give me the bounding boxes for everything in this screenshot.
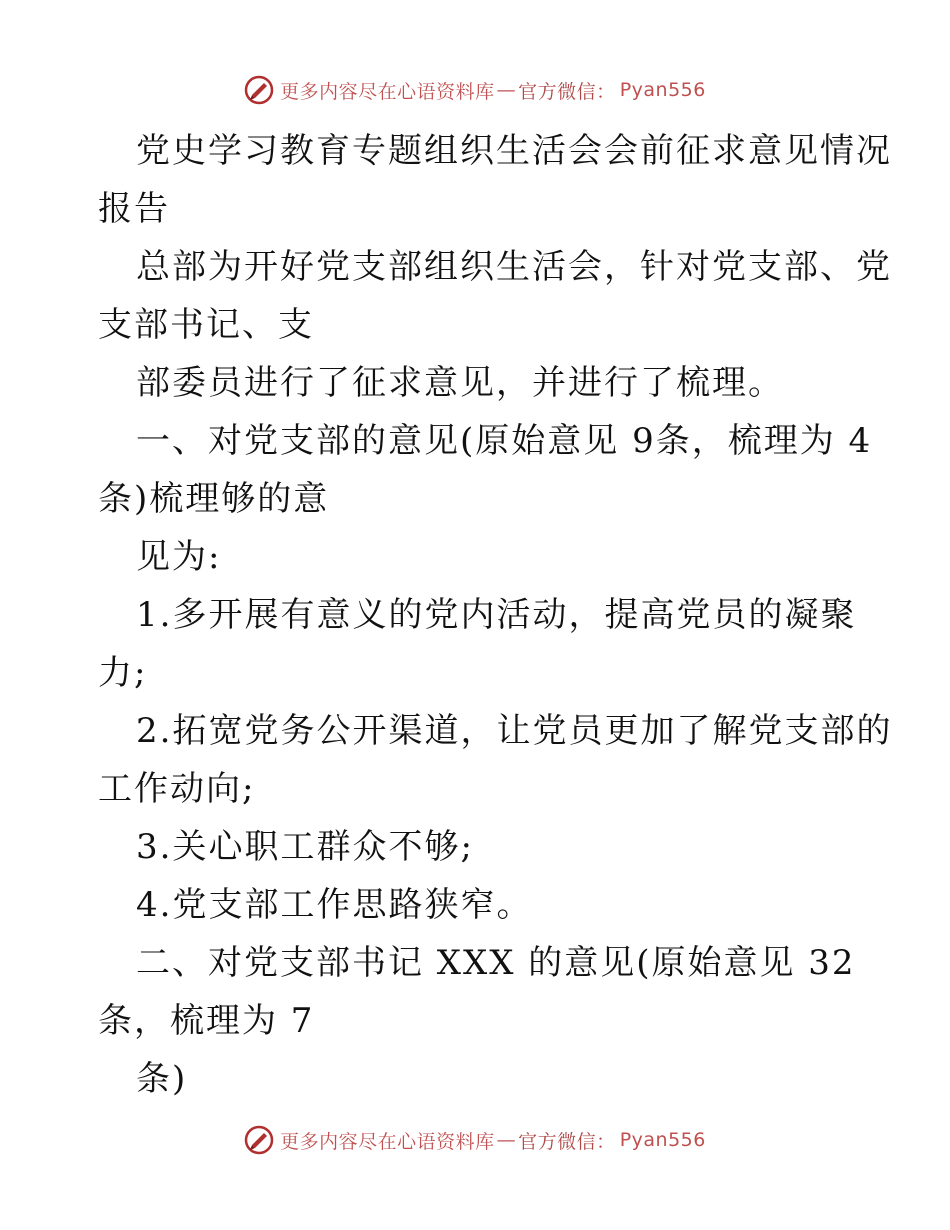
watermark-main-text: 更多内容尽在心语资料库 bbox=[280, 80, 495, 103]
header-watermark bbox=[0, 70, 950, 110]
text-line: 条，梳理为 7 bbox=[98, 1001, 315, 1041]
watermark-separator: — bbox=[496, 79, 517, 101]
watermark-label: 官方微信： bbox=[518, 1130, 616, 1153]
pen-logo-icon bbox=[244, 1125, 274, 1155]
footer-watermark bbox=[0, 1120, 950, 1160]
text-line: 力; bbox=[98, 653, 148, 693]
text-line: 部委员进行了征求意见，并进行了梳理。 bbox=[136, 363, 784, 403]
text-line: 党史学习教育专题组织生活会会前征求意见情况 bbox=[136, 131, 892, 171]
text-line: 支部书记、支 bbox=[98, 305, 314, 345]
watermark-wechat-id: Pyan556 bbox=[619, 1129, 706, 1151]
watermark-label: 官方微信： bbox=[518, 80, 616, 103]
text-line: 二、对党支部书记 XXX 的意见(原始意见 32 bbox=[136, 943, 856, 983]
text-line: 1.多开展有意义的党内活动，提高党员的凝聚 bbox=[136, 595, 857, 635]
text-line: 一、对党支部的意见(原始意见 9条，梳理为 4 bbox=[136, 421, 873, 461]
text-line: 见为: bbox=[136, 537, 222, 577]
text-line: 报告 bbox=[98, 189, 170, 229]
watermark-main-text: 更多内容尽在心语资料库 bbox=[280, 1130, 495, 1153]
watermark-separator: — bbox=[496, 1129, 517, 1151]
text-line: 工作动向; bbox=[98, 769, 256, 809]
text-line: 2.拓宽党务公开渠道，让党员更加了解党支部的 bbox=[136, 711, 893, 751]
document-body bbox=[98, 122, 893, 1108]
text-line: 条) bbox=[136, 1059, 188, 1099]
text-line: 3.关心职工群众不够; bbox=[136, 827, 474, 867]
watermark-wechat-id: Pyan556 bbox=[619, 79, 706, 101]
text-line: 4.党支部工作思路狭窄。 bbox=[136, 885, 533, 925]
text-line: 总部为开好党支部组织生活会，针对党支部、党 bbox=[136, 247, 892, 287]
text-line: 条)梳理够的意 bbox=[98, 479, 330, 519]
pen-logo-icon bbox=[244, 75, 274, 105]
